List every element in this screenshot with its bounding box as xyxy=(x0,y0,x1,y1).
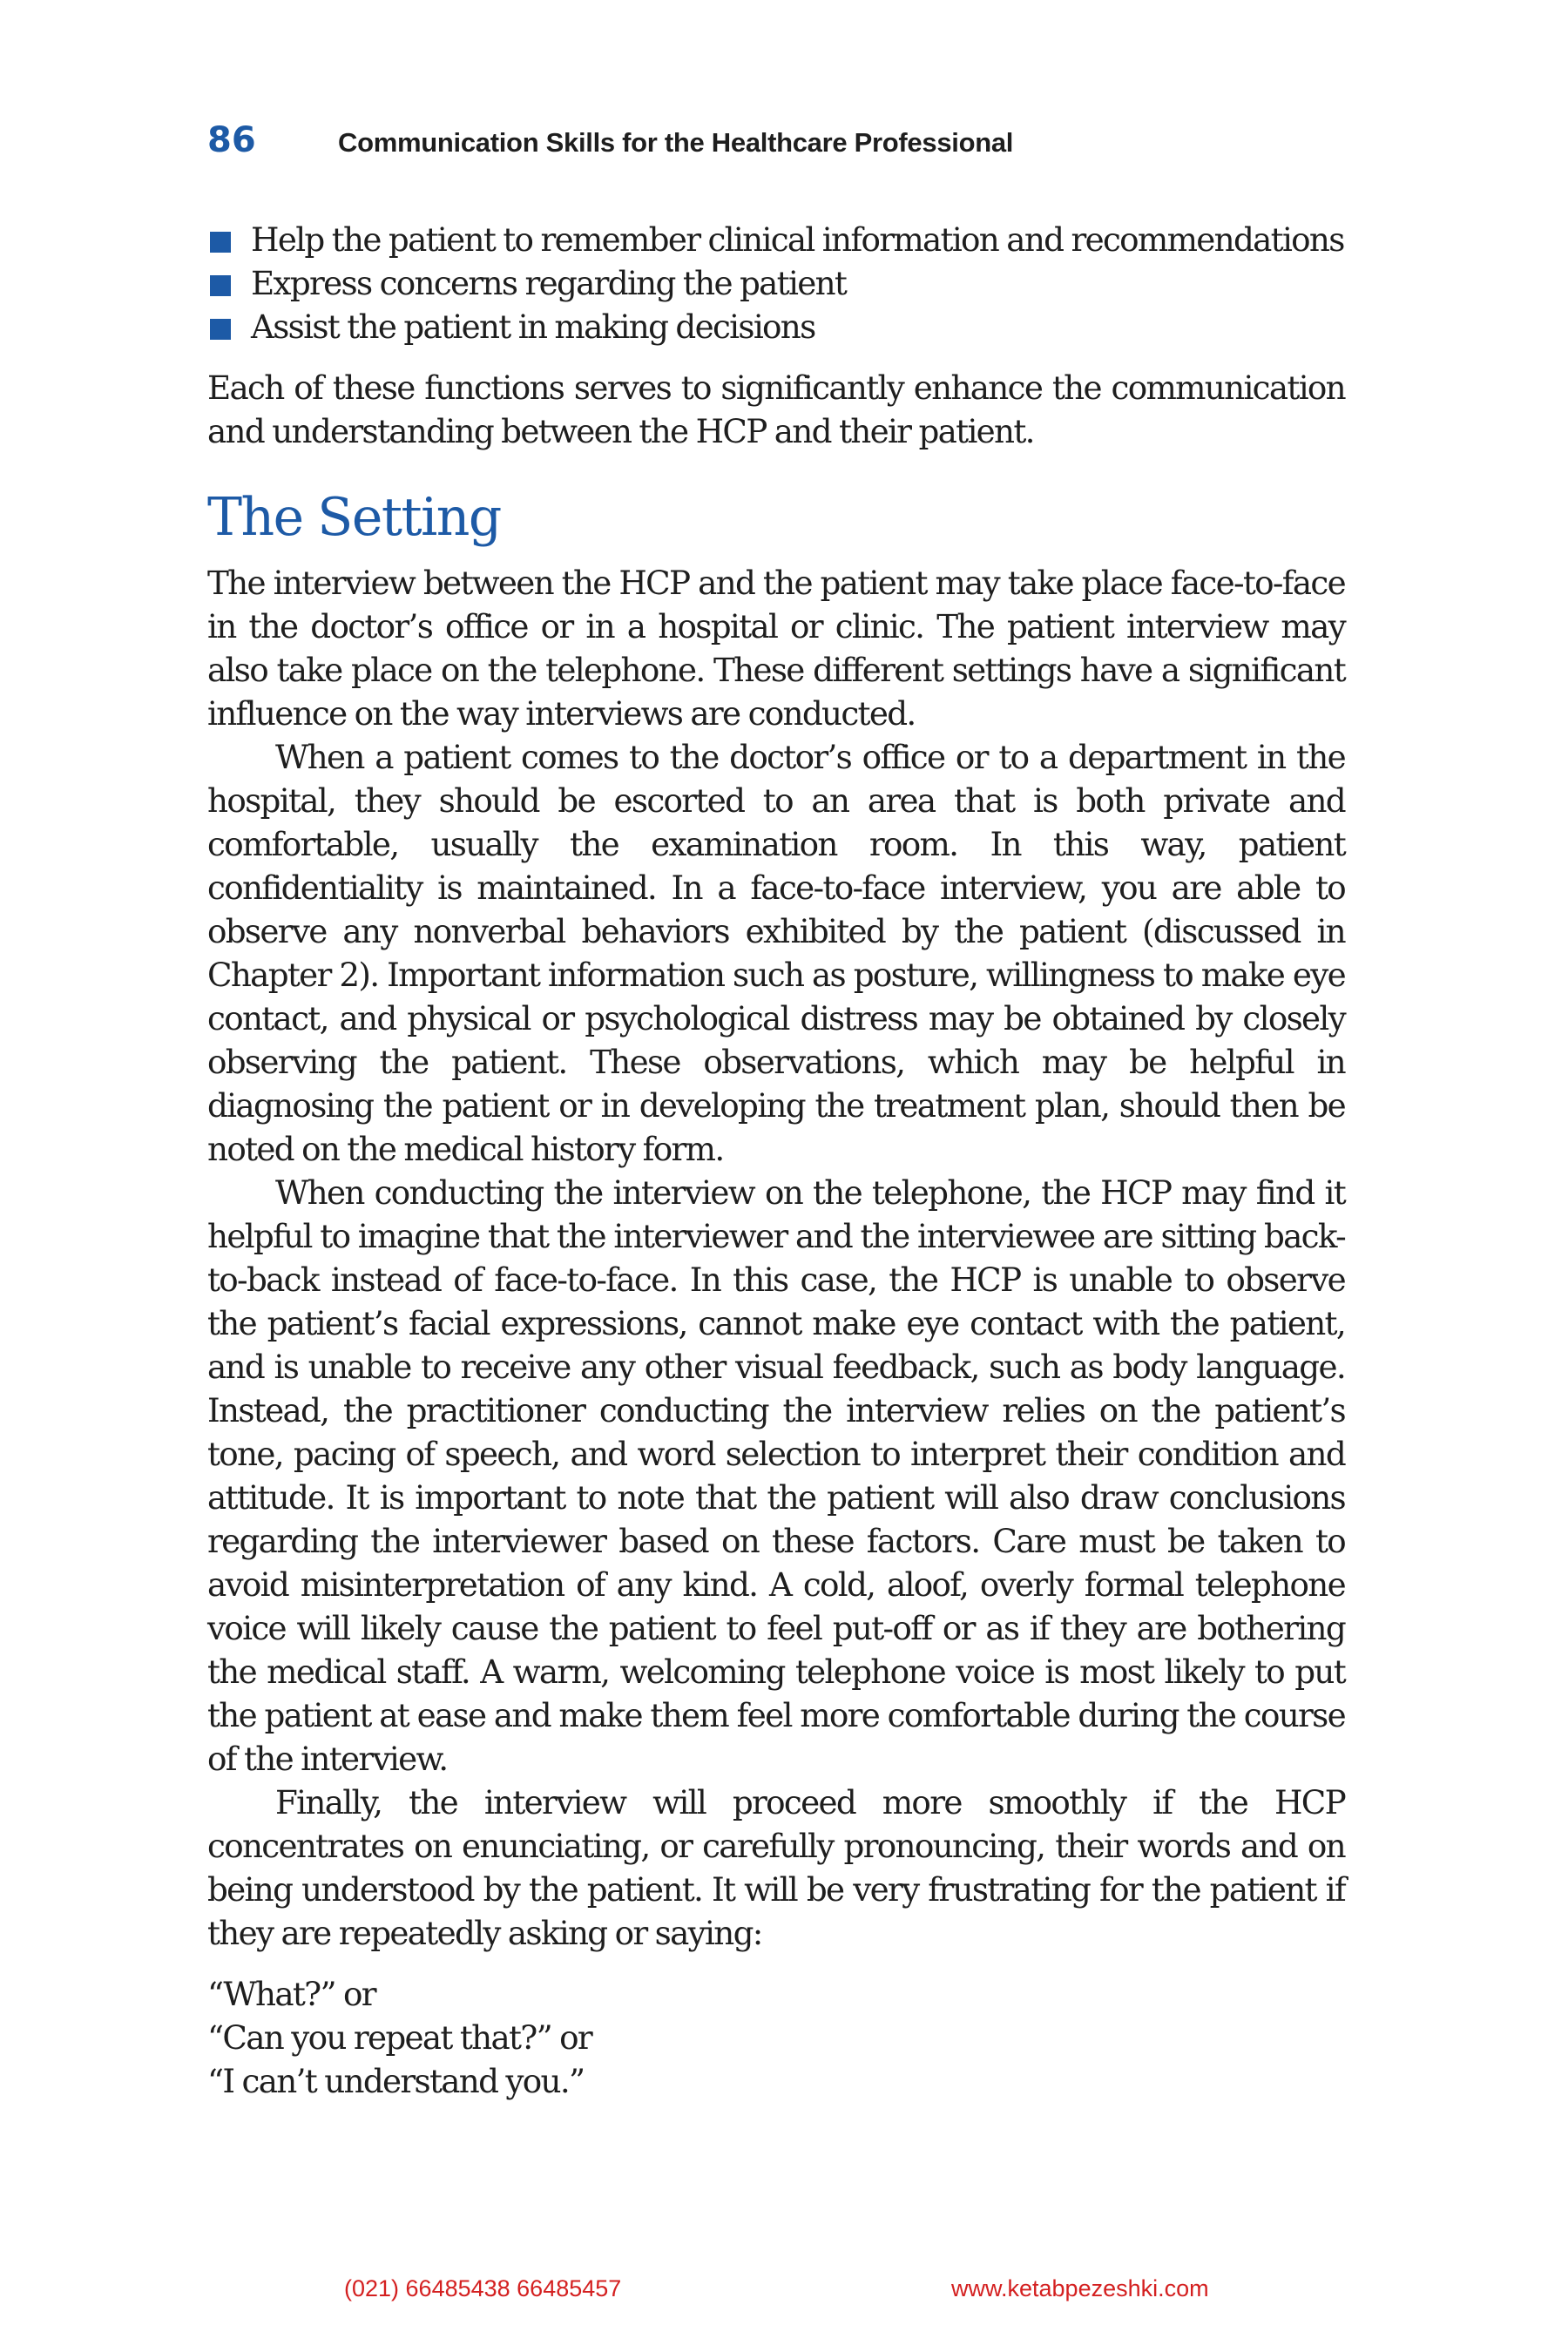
body-paragraph: When conducting the interview on the telephone, the HCP may find it helpful to imagine that the interviewer and the interviewee are sitting back-to-back instead of face-to-face. In this case, the HCP is unable to observe the patient’s facial expressions, cannot make eye contact with the patient, and is unable to receive any other visual feedback, such as body language. Instead, the practitioner conducting the interview relies on the patient’s tone, pacing of speech, and word selection to interpret their condition and attitude. It is important to note that the patient will also draw conclusions regarding the interviewer based on these factors. Care must be taken to avoid misinterpretation of any kind. A cold, aloof, overly formal telephone voice will likely cause the patient to feel put-off or as if they are bothering the medical staff. A warm, welcoming telephone voice is most likely to put the patient at ease and make them feel more comfortable during the course of the interview. xyxy=(207,1173,1345,1778)
book-title: Communication Skills for the Healthcare Professional xyxy=(338,127,1014,158)
section-heading: The Setting xyxy=(207,487,501,548)
footer-website-link[interactable]: www.ketabpezeshki.com xyxy=(951,2275,1209,2301)
square-bullet-icon xyxy=(210,319,231,340)
bullet-list xyxy=(207,218,1345,348)
bullet-item xyxy=(207,261,1345,305)
square-bullet-icon xyxy=(210,232,231,253)
bullet-item xyxy=(207,218,1345,261)
body-paragraph: When a patient comes to the doctor’s office or to a department in the hospital, they should be escorted to an area that is both private and comfortable, usually the examination room. In this way, patient confidentiality is maintained. In a face-to-face interview, you are able to observe any nonverbal behaviors exhibited by the patient (discussed in Chapter 2). Important information such as posture, willingness to make eye contact, and physical or psychological distress may be obtained by closely observing the patient. These observations, which may be helpful in diagnosing the patient or in developing the treatment plan, should then be noted on the medical history form. xyxy=(207,738,1345,1168)
footer-phone: (021) 66485438 66485457 xyxy=(344,2275,622,2301)
intro-paragraph: Each of these functions serves to significantly enhance the communication and understanding between the HCP and their patient. xyxy=(207,368,1345,450)
quote-line: “What?” or xyxy=(207,1975,375,2013)
running-head xyxy=(207,120,1357,172)
bullet-item xyxy=(207,305,1345,348)
page-number: 86 xyxy=(207,120,256,160)
bullet-text: Help the patient to remember clinical information and recommendations xyxy=(251,220,1344,259)
body-paragraph: Finally, the interview will proceed more smoothly if the HCP concentrates on enunciating, or carefully pronouncing, their words and on being understood by the patient. It will be very frustrating for the patient if they are repeatedly asking or saying: xyxy=(207,1783,1345,1952)
bullet-text: Express concerns regarding the patient xyxy=(251,264,847,302)
bullet-text: Assist the patient in making decisions xyxy=(251,308,815,346)
square-bullet-icon xyxy=(210,275,231,296)
body-paragraph: The interview between the HCP and the patient may take place face-to-face in the doctor’s office or in a hospital or clinic. The patient interview may also take place on the telephone. These different settings have a significant influence on the way interviews are conducted. xyxy=(207,564,1345,733)
quote-list xyxy=(207,1972,1345,2103)
quote-line: “I can’t understand you.” xyxy=(207,2062,585,2100)
page-content xyxy=(207,218,1345,2103)
quote-line: “Can you repeat that?” or xyxy=(207,2018,591,2057)
